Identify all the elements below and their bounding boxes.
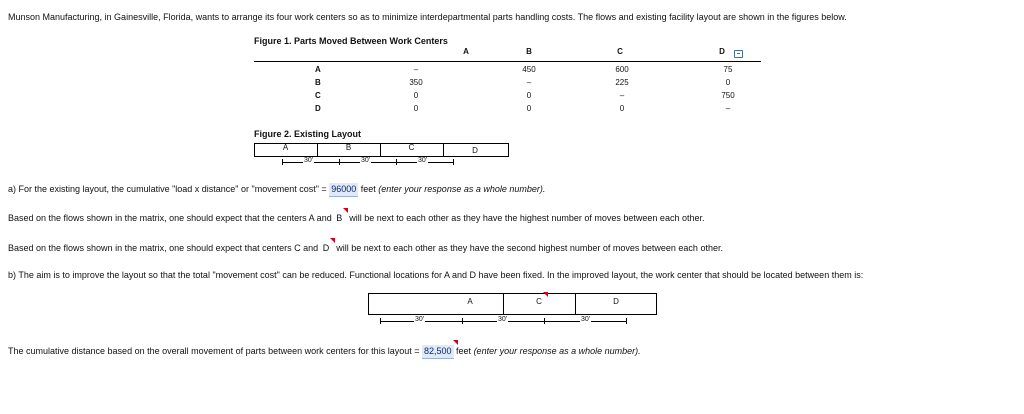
question-ab: Based on the flows shown in the matrix, one should expect that the centers A and B will be next to each other as they have the highest number of moves between each other. bbox=[8, 213, 704, 223]
col-header-b: B bbox=[526, 47, 532, 56]
cell-a-d: 75 bbox=[723, 65, 733, 74]
cell-b-a: 350 bbox=[409, 78, 423, 87]
flag-icon bbox=[343, 208, 348, 213]
flag-icon bbox=[453, 340, 458, 345]
improved-box-d: D bbox=[613, 297, 619, 306]
question-a: a) For the existing layout, the cumulative "load x distance" or "movement cost" = 96000 feet (enter your response as a whole number). bbox=[8, 183, 545, 197]
figure2-title: Figure 2. Existing Layout bbox=[254, 129, 362, 139]
flag-icon bbox=[330, 238, 335, 243]
cell-c-a: 0 bbox=[413, 91, 419, 100]
cell-d-b: 0 bbox=[526, 104, 532, 113]
existing-box-d: D bbox=[472, 146, 478, 155]
flag-icon bbox=[543, 292, 548, 297]
question-b: b) The aim is to improve the layout so that the total "movement cost" can be reduced. Functional locations for A and D have been fixed. In the improved layout, the work center that should be located between them is: bbox=[8, 270, 864, 280]
question-final: The cumulative distance based on the overall movement of parts between work centers for this layout = 82,500 feet (enter your response as a whole number). bbox=[8, 345, 641, 359]
improved-dim-1: 30' bbox=[415, 316, 425, 323]
improved-box-middle[interactable] bbox=[504, 297, 574, 306]
existing-dim-2: 30' bbox=[361, 157, 371, 164]
existing-dim-3: 30' bbox=[418, 157, 428, 164]
improved-box-a: A bbox=[467, 297, 473, 306]
cell-b-c: 225 bbox=[615, 78, 629, 87]
answer-cd-dropdown[interactable]: D bbox=[321, 243, 332, 253]
answer-middle-dropdown[interactable]: C bbox=[534, 297, 544, 306]
existing-dim-1: 30' bbox=[304, 157, 314, 164]
cell-a-c: 600 bbox=[615, 65, 629, 74]
answer-ab-dropdown[interactable]: B bbox=[334, 213, 344, 223]
cell-b-d: 0 bbox=[725, 78, 731, 87]
figure1-header-rule bbox=[254, 61, 761, 62]
cell-b-b: – bbox=[526, 78, 532, 87]
question-cd: Based on the flows shown in the matrix, one should expect that centers C and D will be next to each other as they have the second highest number of moves between each other. bbox=[8, 243, 723, 253]
improved-dim-2: 30' bbox=[498, 316, 508, 323]
row-label-c: C bbox=[315, 91, 321, 100]
col-header-c: C bbox=[617, 47, 623, 56]
improved-dim-3: 30' bbox=[581, 316, 591, 323]
cell-d-a: 0 bbox=[413, 104, 419, 113]
existing-box-c: C bbox=[408, 143, 415, 152]
answer-final-field[interactable]: 82,500 bbox=[422, 345, 454, 359]
cell-d-c: 0 bbox=[619, 104, 625, 113]
edit-icon[interactable] bbox=[734, 50, 743, 58]
row-label-a: A bbox=[315, 65, 321, 74]
col-header-a: A bbox=[463, 47, 469, 56]
col-header-d: D bbox=[719, 47, 725, 56]
row-label-b: B bbox=[315, 78, 321, 87]
cell-c-c: – bbox=[619, 91, 625, 100]
problem-intro: Munson Manufacturing, in Gainesville, Florida, wants to arrange its four work centers so as to minimize interdepartmental parts handling costs. The flows and existing facility layout are shown in the figures below. bbox=[8, 12, 847, 22]
cell-a-b: 450 bbox=[522, 65, 536, 74]
cell-a-a: – bbox=[413, 65, 419, 74]
figure1-title: Figure 1. Parts Moved Between Work Centers bbox=[254, 36, 448, 46]
cell-d-d: – bbox=[725, 104, 731, 113]
cell-c-b: 0 bbox=[526, 91, 532, 100]
cell-c-d: 750 bbox=[721, 91, 735, 100]
row-label-d: D bbox=[315, 104, 321, 113]
existing-box-b: B bbox=[345, 143, 352, 152]
answer-a-field[interactable]: 96000 bbox=[329, 183, 358, 197]
existing-box-a: A bbox=[282, 143, 289, 152]
